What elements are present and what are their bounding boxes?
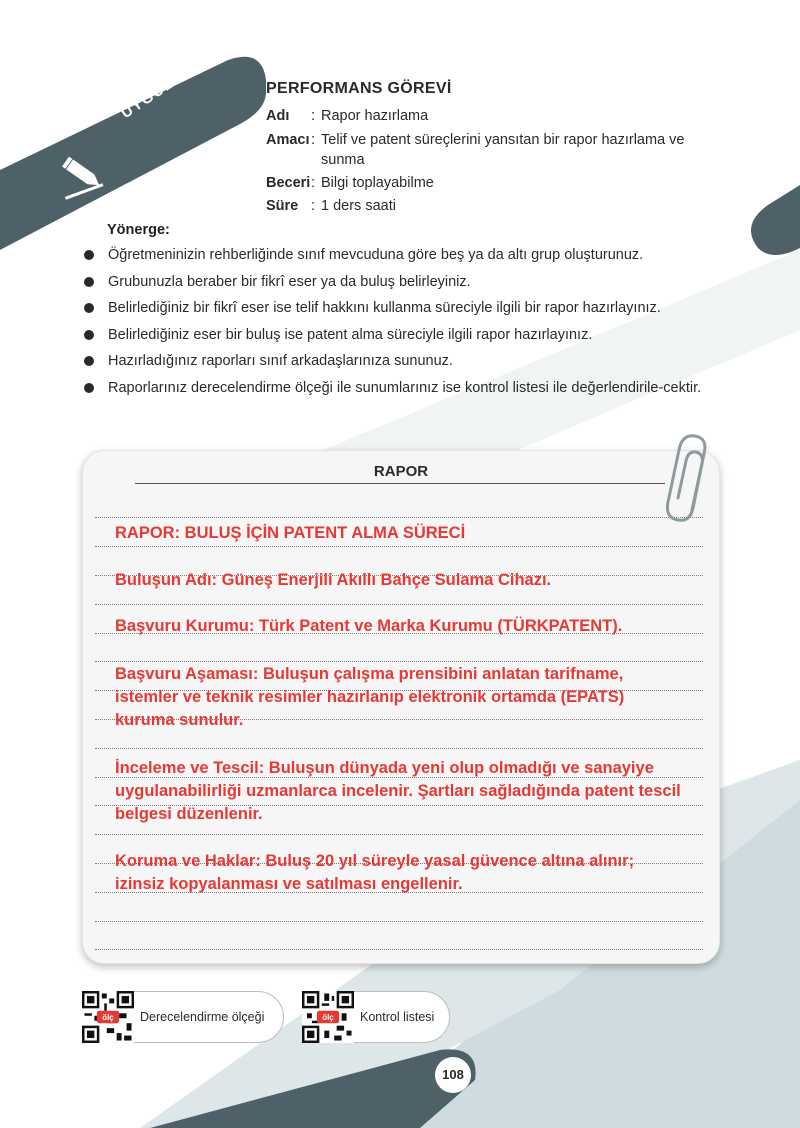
list-item-text: Grubunuzla beraber bir fikrî eser ya da buluş belirleyiniz. <box>108 273 471 290</box>
list-item-text: Öğretmeninizin rehberliğinde sınıf mevcuduna göre beş ya da altı grup oluşturunuz. <box>108 247 644 263</box>
section-banner-label: UYGULAYALIM <box>118 38 231 123</box>
qr-label: Kontrol listesi <box>360 1010 435 1024</box>
bullet-icon <box>84 383 94 393</box>
list-item-text: Raporlarınız derecelendirme ölçeği ile sunumlarınız ise kontrol listesi ile değerlendirile-cektir. <box>108 379 702 396</box>
report-invention-name: Buluşun Adı: Güneş Enerjili Akıllı Bahçe Sulama Cihazı. <box>115 571 552 589</box>
instructions-heading: Yönerge: <box>107 222 170 238</box>
dotted-line <box>95 921 703 922</box>
paperclip-icon <box>664 432 710 524</box>
bullet-icon <box>84 356 94 366</box>
task-row-value: 1 ders saati <box>321 198 396 214</box>
list-item <box>80 379 730 397</box>
list-item-text: Belirlediğiniz bir fikrî eser ise telif hakkını kullanma süreciyle ilgili bir rapor hazırlayınız. <box>108 300 661 316</box>
dotted-line <box>95 604 703 605</box>
bullet-icon <box>84 330 94 340</box>
heading-rule <box>135 483 665 484</box>
task-row-colon: : <box>311 108 316 124</box>
qr-checklist[interactable] <box>302 991 450 1043</box>
task-row-value: Bilgi toplayabilme <box>321 175 434 191</box>
task-row-key: Amacı <box>266 132 310 148</box>
bullet-icon <box>84 277 94 287</box>
dotted-line <box>95 546 703 547</box>
task-row-colon: : <box>311 198 316 214</box>
task-row-duration <box>266 196 721 216</box>
dotted-line <box>95 517 703 518</box>
task-row-colon: : <box>311 175 316 191</box>
report-institution: Başvuru Kurumu: Türk Patent ve Marka Kurumu (TÜRKPATENT). <box>115 617 623 635</box>
task-row-key: Adı <box>266 108 290 124</box>
task-row-value: Telif ve patent süreçlerini yansıtan bir rapor hazırlama ve sunma <box>321 132 685 168</box>
qr-rating-scale[interactable] <box>82 991 284 1043</box>
qr-code-icon <box>82 991 134 1043</box>
task-row-colon: : <box>311 132 316 148</box>
task-row-name <box>266 106 721 126</box>
instructions-list <box>80 246 730 405</box>
bullet-icon <box>84 303 94 313</box>
report-heading: RAPOR <box>373 463 429 480</box>
task-title: PERFORMANS GÖREVİ <box>266 80 452 97</box>
pencil-icon <box>58 150 108 200</box>
dotted-line <box>95 748 703 749</box>
report-title: RAPOR: BULUŞ İÇİN PATENT ALMA SÜRECİ <box>115 524 466 542</box>
task-row-skill <box>266 173 721 193</box>
list-item <box>80 326 730 344</box>
list-item-text: Hazırladığınız raporları sınıf arkadaşlarınıza sununuz. <box>108 353 453 369</box>
report-application: Başvuru Aşaması: Buluşun çalışma prensibini anlatan tarifname, istemler ve teknik resimler hazırlanıp elektronik ortamda (EPATS) kuruma sunulur. <box>115 665 625 729</box>
qr-badge-text: ölç <box>102 1012 114 1022</box>
page-number: 108 <box>435 1057 471 1093</box>
list-item-text: Belirlediğiniz eser bir buluş ise patent alma süreciyle ilgili rapor hazırlayınız. <box>108 326 593 343</box>
report-card <box>82 450 720 964</box>
task-row-key: Süre <box>266 198 299 214</box>
dotted-line <box>95 834 703 835</box>
qr-badge-text: ölç <box>322 1012 334 1022</box>
list-item <box>80 246 730 264</box>
qr-label: Derecelendirme ölçeği <box>140 1010 265 1024</box>
dotted-line <box>95 661 703 662</box>
task-row-key: Beceri <box>266 175 311 191</box>
list-item <box>80 352 730 370</box>
list-item <box>80 273 730 291</box>
report-protection: Koruma ve Haklar: Buluş 20 yıl süreyle yasal güvence altına alınır; izinsiz kopyalanması ve satılması engellenir. <box>115 852 635 893</box>
task-row-aim <box>266 130 721 170</box>
report-examination: İnceleme ve Tescil: Buluşun dünyada yeni olup olmadığı ve sanayiye uygulanabilirliği uzmanlarca incelenir. Şartları sağladığında patent tescil belgesi düzenlenir. <box>115 759 681 823</box>
qr-code-icon <box>302 991 354 1043</box>
dotted-line <box>95 949 703 950</box>
task-row-value: Rapor hazırlama <box>321 108 429 124</box>
list-item <box>80 299 730 317</box>
bullet-icon <box>84 250 94 260</box>
